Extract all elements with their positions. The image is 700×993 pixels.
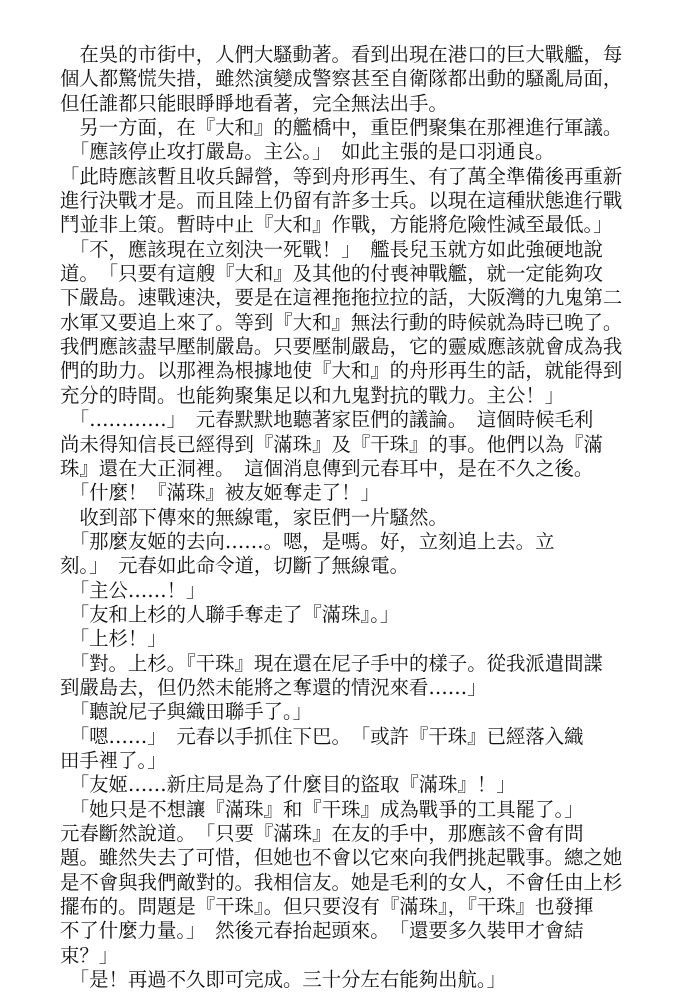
text-line: 但任誰都只能眼睜睜地看著，完全無法出手。 bbox=[60, 91, 448, 115]
text-line: 們的助力。以那裡為根據地使『大和』的舟形再生的話，就能得到 bbox=[60, 359, 623, 383]
document-body bbox=[60, 43, 650, 992]
text-line: 另一方面，在『大和』的艦橋中，重臣們聚集在那裡進行軍議。 bbox=[60, 116, 623, 140]
text-line: 「應該停止攻打嚴島。主公。」 如此主張的是口羽通良。 bbox=[60, 140, 555, 164]
text-line: 我們應該盡早壓制嚴島。只要壓制嚴島，它的靈威應該就會成為我 bbox=[60, 335, 623, 359]
text-line: 個人都驚慌失措，雖然演變成警察甚至自衛隊都出動的騷亂局面， bbox=[60, 67, 623, 91]
text-line: 「友和上杉的人聯手奪走了『滿珠』。」 bbox=[60, 602, 400, 626]
text-line: 水軍又要追上來了。等到『大和』無法行動的時候就為時已晚了。 bbox=[60, 310, 623, 334]
text-line: 「嗯……」 元春以手抓住下巴。 「或許『干珠』已經落入織 bbox=[60, 724, 584, 748]
text-line: 「此時應該暫且收兵歸營，等到舟形再生、有了萬全準備後再重新 bbox=[60, 164, 623, 188]
text-line: 「那麼友姬的去向……。嗯，是嗎。好，立刻追上去。立 bbox=[60, 529, 555, 553]
text-line: 道。 「只要有這艘『大和』及其他的付喪神戰艦，就一定能夠攻 bbox=[60, 262, 603, 286]
text-line: 尚未得知信長已經得到『滿珠』及『干珠』的事。他們以為『滿 bbox=[60, 432, 603, 456]
text-line: 「聽說尼子與織田聯手了。」 bbox=[60, 700, 313, 724]
text-line: 束？」 bbox=[60, 943, 119, 967]
text-line: 下嚴島。速戰速決，要是在這裡拖拖拉拉的話，大阪灣的九鬼第二 bbox=[60, 286, 623, 310]
text-line: 題。雖然失去了可惜，但她也不會以它來向我們挑起戰事。總之她 bbox=[60, 846, 623, 870]
text-line: 收到部下傳來的無線電，家臣們一片騷然。 bbox=[60, 505, 448, 529]
text-line: 珠』還在大正洞裡。 這個消息傳到元春耳中，是在不久之後。 bbox=[60, 456, 594, 480]
text-line: 「友姬……新庄局是為了什麼目的盜取『滿珠』！」 bbox=[60, 773, 516, 797]
text-line: 鬥並非上策。暫時中止『大和』作戰，方能將危險性減至最低。」 bbox=[60, 213, 613, 237]
text-line: 「是！再過不久即可完成。三十分左右能夠出航。」 bbox=[60, 968, 506, 992]
text-line: 「她只是不想讓『滿珠』和『干珠』成為戰爭的工具罷了。」 bbox=[60, 797, 584, 821]
text-line: 「對。上杉。『干珠』現在還在尼子手中的樣子。從我派遣間諜 bbox=[60, 651, 603, 675]
text-line: 元春斷然說道。 「只要『滿珠』在友的手中，那應該不會有問 bbox=[60, 822, 584, 845]
text-line: 進行決戰才是。而且陸上仍留有許多士兵。以現在這種狀態進行戰 bbox=[60, 189, 623, 213]
text-line: 刻。」 元春如此命令道，切斷了無線電。 bbox=[60, 554, 410, 578]
text-line: 「…………」 元春默默地聽著家臣們的議論。 這個時候毛利 bbox=[60, 408, 594, 432]
text-line: 「上杉！」 bbox=[60, 627, 167, 651]
text-line: 在吳的市街中，人們大騷動著。看到出現在港口的巨大戰艦，每 bbox=[60, 43, 623, 66]
text-line: 到嚴島去，但仍然未能將之奪還的情況來看……」 bbox=[60, 675, 487, 699]
text-line: 擺布的。問題是『干珠』。但只要沒有『滿珠』，『干珠』也發揮 bbox=[60, 895, 594, 919]
text-line: 田手裡了。」 bbox=[60, 748, 167, 772]
text-line: 充分的時間。也能夠聚集足以和九鬼對抗的戰力。主公！」 bbox=[60, 383, 565, 407]
text-line: 「主公……！」 bbox=[60, 578, 206, 602]
text-line: 不了什麼力量。」 然後元春抬起頭來。 「還要多久裝甲才會結 bbox=[60, 919, 584, 943]
text-line: 「什麼！『滿珠』被友姬奪走了！」 bbox=[60, 481, 380, 505]
text-line: 「不，應該現在立刻決一死戰！」 艦長兒玉就方如此強硬地說 bbox=[60, 237, 603, 261]
text-line: 是不會與我們敵對的。我相信友。她是毛利的女人，不會任由上杉 bbox=[60, 870, 623, 894]
